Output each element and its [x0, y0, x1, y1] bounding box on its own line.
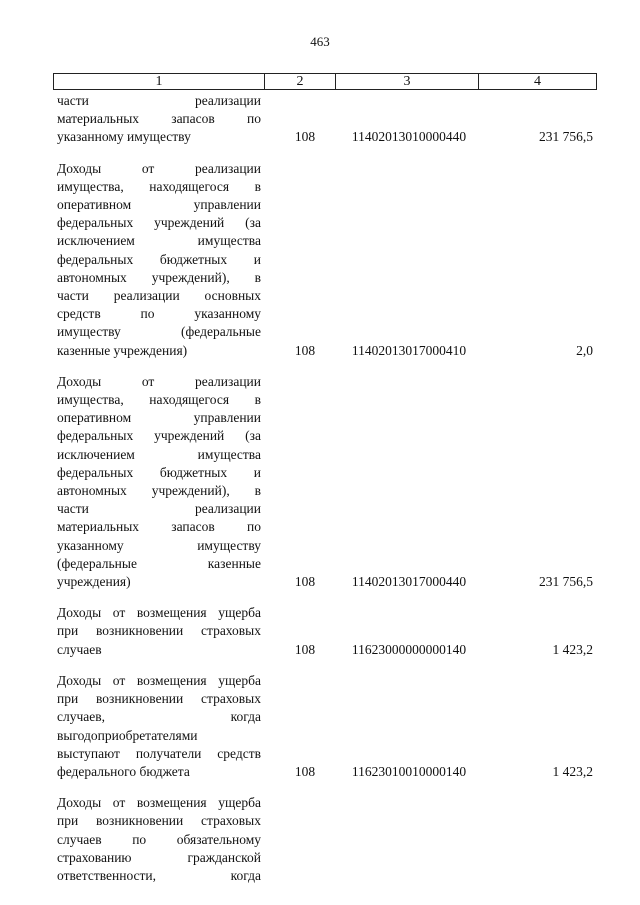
- row-col-4: 231 756,5: [539, 574, 593, 590]
- row-col-3: 11402013017000440: [351, 574, 467, 590]
- page-number: 463: [310, 34, 330, 49]
- description-line: указанному имуществу: [57, 537, 261, 553]
- description-line: исключением имущества: [57, 446, 261, 462]
- header-col-1: 1: [54, 74, 265, 89]
- table-row: [57, 604, 597, 659]
- row-description: [57, 373, 261, 591]
- description-line: исключением имущества: [57, 233, 261, 249]
- row-col-4: 1 423,2: [552, 763, 593, 779]
- table-row: [57, 92, 597, 147]
- description-line: Доходы от возмещения ущерба: [57, 605, 261, 621]
- description-line: выгодоприобретателями: [57, 727, 198, 743]
- table-row: [57, 672, 597, 781]
- description-line: при возникновении страховых: [57, 623, 261, 639]
- row-col-3: 11623010010000140: [351, 763, 467, 779]
- description-line: материальных запасов по: [57, 519, 261, 535]
- description-line: учреждения): [57, 574, 131, 590]
- row-col-4: 231 756,5: [539, 129, 593, 145]
- header-col-4: 4: [534, 74, 541, 89]
- description-line: федерального бюджета: [57, 763, 190, 779]
- description-line: Доходы от возмещения ущерба: [57, 795, 261, 811]
- description-line: при возникновении страховых: [57, 691, 261, 707]
- description-line: оперативном управлении: [57, 197, 261, 213]
- description-line: федеральных учреждений (за: [57, 428, 261, 444]
- description-line: страхованию гражданской: [57, 849, 261, 865]
- description-line: Доходы от реализации: [57, 160, 261, 176]
- row-description: [57, 160, 261, 360]
- row-col-3: 11402013010000440: [351, 129, 467, 145]
- row-col-2: 108: [294, 641, 316, 657]
- description-line: части реализации: [57, 93, 261, 108]
- description-line: имущества, находящегося в: [57, 392, 261, 408]
- description-line: случаев, когда: [57, 709, 261, 725]
- description-line: ответственности, когда: [57, 867, 261, 883]
- description-line: автономных учреждений), в: [57, 483, 261, 499]
- description-line: случаев: [57, 641, 102, 657]
- description-line: федеральных бюджетных и: [57, 464, 261, 480]
- table-row: [57, 373, 597, 591]
- table-row: [57, 160, 597, 360]
- row-description: [57, 794, 261, 885]
- row-col-3: 11623000000000140: [351, 641, 467, 657]
- row-col-4: 1 423,2: [552, 641, 593, 657]
- description-line: имущества, находящегося в: [57, 178, 261, 194]
- row-col-2: 108: [294, 129, 316, 145]
- description-line: материальных запасов по: [57, 111, 261, 127]
- description-line: имуществу (федеральные: [57, 324, 261, 340]
- description-line: федеральных бюджетных и: [57, 251, 261, 267]
- row-col-2: 108: [294, 763, 316, 779]
- table-header: [53, 73, 597, 90]
- row-col-2: 108: [294, 342, 316, 358]
- description-line: (федеральные казенные: [57, 555, 261, 571]
- description-line: выступают получатели средств: [57, 745, 261, 761]
- description-line: при возникновении страховых: [57, 813, 261, 829]
- description-line: оперативном управлении: [57, 410, 261, 426]
- row-description: [57, 604, 261, 659]
- row-col-3: 11402013017000410: [351, 342, 467, 358]
- description-line: указанному имуществу: [57, 129, 191, 145]
- table-row: [57, 794, 597, 885]
- row-description: [57, 672, 261, 781]
- description-line: средств по указанному: [57, 306, 261, 322]
- description-line: казенные учреждения): [57, 342, 188, 358]
- description-line: федеральных учреждений (за: [57, 215, 261, 231]
- description-line: Доходы от реализации: [57, 373, 261, 389]
- header-col-3: 3: [336, 74, 479, 89]
- row-col-2: 108: [294, 574, 316, 590]
- table-body: [57, 92, 597, 885]
- header-col-2: 2: [265, 74, 336, 89]
- description-line: Доходы от возмещения ущерба: [57, 672, 261, 688]
- row-description: [57, 92, 261, 147]
- description-line: части реализации: [57, 501, 261, 517]
- description-line: случаев по обязательному: [57, 831, 261, 847]
- description-line: части реализации основных: [57, 288, 261, 304]
- description-line: автономных учреждений), в: [57, 269, 261, 285]
- row-col-4: 2,0: [576, 342, 593, 358]
